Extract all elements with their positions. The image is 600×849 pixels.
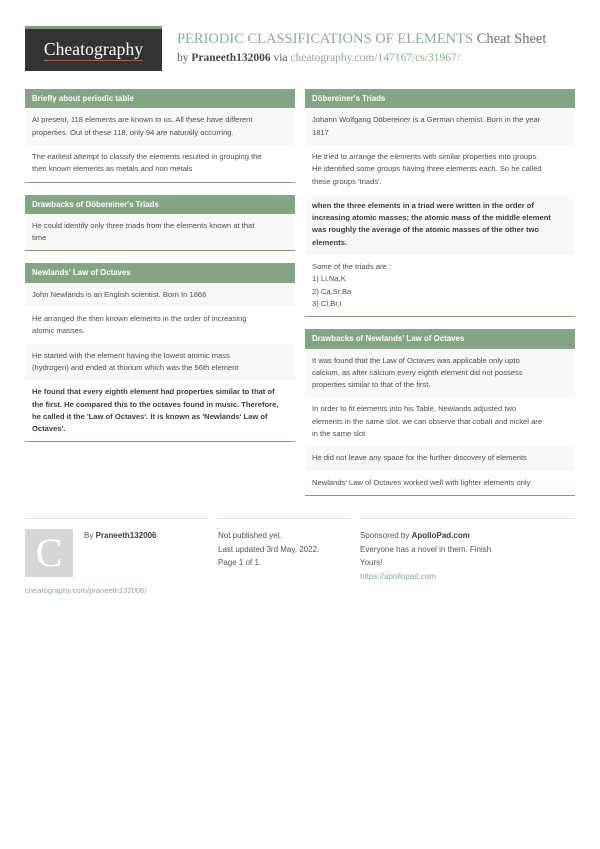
sponsor-tagline-2: Yours! (360, 558, 383, 568)
card-title: Drawbacks of Döbereiner's Triads (25, 195, 295, 214)
sponsor-tagline-1: Everyone has a novel in them. Finish (360, 544, 492, 554)
card-row (305, 471, 575, 495)
card-row (305, 446, 575, 470)
last-updated: Last updated 3rd May, 2022. (218, 544, 320, 554)
card-title: Briefly about periodic table (25, 89, 295, 108)
column-right (305, 89, 575, 508)
card-row (25, 283, 295, 307)
author-row (25, 529, 208, 577)
card-row-line: then known elements as metals and non metals (32, 164, 193, 174)
card-row-line: increasing atomic masses; the atomic mass of the middle element (312, 213, 551, 223)
card-row-line: At present, 118 elements are known to us. All these have different (32, 115, 253, 125)
card-row-line: properties similar to that of the first. (312, 380, 431, 390)
card-row-line: He identified some groups having three elements each. So he called (312, 164, 542, 174)
card-row-line: It was found that the Law of Octaves was applicable only upto (312, 355, 520, 365)
card-row (305, 108, 575, 145)
card-row-line: He found that every eighth element had properties similar to that of (32, 387, 275, 397)
column-left (25, 89, 295, 454)
page-title-main: PERIODIC CLASSIFICATIONS OF ELEMENTS (177, 31, 474, 47)
card-row-line: 2) Ca,Sr,Ba (312, 286, 352, 296)
card-title: Drawbacks of Newlands' Law of Octaves (305, 329, 575, 348)
card-title: Döbereiner's Triads (305, 89, 575, 108)
cheatography-logo-text: Cheatography (43, 39, 144, 59)
card-row-line: elements. (312, 237, 348, 247)
card-row-line: Octaves'. (32, 424, 66, 434)
card-row-line: was roughly the average of the atomic masses of the other two (312, 225, 540, 235)
page-count: Page 1 of 1. (218, 558, 262, 568)
card-row-line: Newlands' Law of Octaves worked well with lighter elements only (312, 477, 531, 487)
author-name (73, 529, 157, 540)
columns-container (25, 89, 575, 508)
card-row-line: he called it the 'Law of Octaves'. It is known as 'Newlands' Law of (32, 411, 268, 421)
page-footer (25, 518, 575, 595)
footer-spacer-2 (350, 518, 360, 595)
card-row-line: He started with the element having the lowest atomic mass (32, 350, 230, 360)
card-row-line: time (32, 233, 47, 243)
card (305, 329, 575, 496)
publish-status: Not published yet. (218, 530, 283, 540)
footer-spacer (208, 518, 218, 595)
card-row-line: He arranged the then known elements in the order of increasing (32, 314, 247, 324)
sponsor-name[interactable]: ApolloPad.com (411, 530, 470, 540)
title-block (162, 26, 575, 66)
page-title-suffix: Cheat Sheet (476, 31, 547, 47)
footer-meta-block (218, 518, 350, 595)
sponsor-url[interactable]: https://apollopad.com (360, 572, 437, 582)
card-row-line: He tried to arrange the elements with similar properties into groups. (312, 151, 539, 161)
card-row (25, 214, 295, 251)
card-row-line: In order to fit elements into his Table, Newlands adjusted two (312, 404, 517, 414)
card-row-line: Johann Wolfgang Döbereiner is a German chemist. Born in the year (312, 115, 541, 125)
author-by-label: By (84, 530, 94, 540)
card-row (25, 380, 295, 441)
card-row-line: the first. He compared this to the octaves found in music. Therefore, (32, 399, 279, 409)
card-row-line: elements in the same slot. we can observe that cobalt and nickel are (312, 416, 543, 426)
card-row-line: calcium, as after calcium every eighth element did not possess (312, 367, 523, 377)
sponsor-label: Sponsored by (360, 530, 410, 540)
card-row-line: when the three elements in a triad were written in the order of (312, 200, 534, 210)
byline-by-label: by (177, 52, 189, 65)
card-row (25, 344, 295, 381)
card-row-line: these groups 'triads'. (312, 176, 382, 186)
card-row-line: Some of the triads are : (312, 262, 391, 272)
page-title (177, 30, 575, 48)
footer-author-block (25, 518, 208, 595)
card-row (25, 145, 295, 182)
card-row-line: 3) Cl,Br,I (312, 298, 342, 308)
card-row (305, 194, 575, 255)
card-row-line: 1) Li,Na,K (312, 274, 346, 284)
card-row (305, 349, 575, 398)
card-row-line: 1817 (312, 127, 329, 137)
author-profile-url[interactable]: cheatography.com/praneeth132006/ (25, 585, 147, 595)
avatar: C (25, 529, 73, 577)
card-row (25, 307, 295, 344)
card-row-line: He could identify only three triads from the elements known at that (32, 220, 255, 230)
card-row-line: atomic masses. (32, 326, 85, 336)
card-row (305, 145, 575, 194)
card-row (25, 108, 295, 145)
footer-sponsor-block (360, 518, 575, 595)
card (25, 195, 295, 252)
page-header (25, 26, 575, 74)
author-name-value[interactable]: Praneeth132006 (95, 530, 157, 540)
card (305, 89, 575, 317)
card-row-line: in the same slot (312, 429, 366, 439)
card-row-line: He did not leave any space for the further discovery of elements (312, 453, 527, 463)
cheatography-logo[interactable] (25, 26, 162, 71)
card-title: Newlands' Law of Octaves (25, 263, 295, 282)
byline-via-label: via (273, 52, 288, 65)
card-row-line: (hydrogen) and ended at thorium which was the 56th element (32, 363, 239, 372)
card (25, 263, 295, 442)
card (25, 89, 295, 183)
card-row-line: The earliest attempt to classify the elements resulted in grouping the (32, 151, 262, 161)
byline-source-url[interactable]: cheatography.com/147167/cs/31967/ (290, 52, 460, 65)
card-row-line: John Newlands is an English scientist. Born In 1866 (32, 289, 207, 299)
card-row (305, 397, 575, 446)
sponsor-line (360, 529, 575, 543)
byline-author[interactable]: Praneeth132006 (191, 52, 271, 65)
card-row (305, 255, 575, 316)
card-row-line: properties. Out of these 118, only 94 are naturally occurring. (32, 127, 234, 137)
byline (177, 51, 575, 66)
